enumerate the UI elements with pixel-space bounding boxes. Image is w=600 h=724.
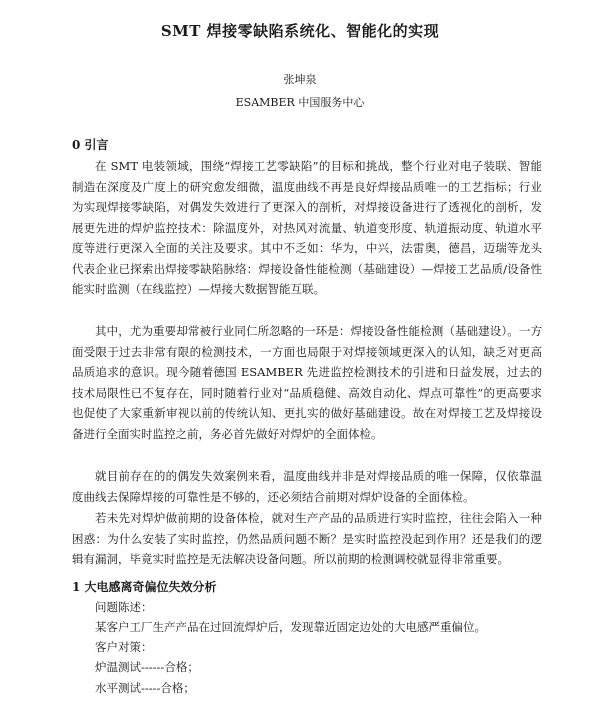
intro-paragraph-3: 就目前存在的的偶发失效案例来看，温度曲线并非是对焊接品质的唯一保障，仅依靠温度曲线去保障焊接的可靠性是不够的，还必须结合前期对焊炉设备的全面体检。 <box>72 469 542 504</box>
intro-paragraph-1: 在 SMT 电装领域，围绕“焊接工艺零缺陷”的目标和挑战，整个行业对电子装联、智能制造在深度及广度上的研究愈发细微，温度曲线不再是良好焊接品质唯一的工艺指标；行业为实现焊接零缺陷，对偶发失效进行了更深入的剖析，对焊接设备进行了透视化的剖析，发展更先进的焊炉监控技术：除温度外，对热风对流量、轨道变形度、轨道振动度、轨道水平度等进行更深入全面的关注及要求。其中不乏如：华为，中兴，法雷奥，德昌，迈瑞等龙头代表企业已探索出焊接零缺陷脉络：焊接设备性能检测（基础建设）—焊接工艺品质/设备性能实时监测（在线监控）—焊接大数据智能互联。 <box>72 159 542 296</box>
section-heading-intro: 0 引言 <box>72 138 109 152</box>
author-organization: ESAMBER 中国服务中心 <box>235 96 365 109</box>
document-title: SMT 焊接零缺陷系统化、智能化的实现 <box>160 22 440 40</box>
intro-paragraph-2: 其中，尤为重要却常被行业同仁所忽略的一环是：焊接设备性能检测（基础建设）。一方面受限于过去非常有限的检测技术，一方面也局限于对焊接领域更深入的认知，缺乏对更高品质追求的意识。现今随着德国 ESAMBER 先进监控检测技术的引进和日益发展，过去的技术局限性已不复存在，同时随着行业对“品质稳健、高效自动化、焊点可靠性”的更高要求也促使了大家重新审视以前的传统认知、更扎实的做好基础建设。故在对焊接工艺及焊接设备进行全面实时监控之前，务必首先做好对焊炉的全面体检。 <box>72 324 542 441</box>
problem-label: 问题陈述： <box>95 600 153 614</box>
measures-label: 客户对策： <box>95 640 153 654</box>
measure-item: 水平测试-----合格； <box>95 681 195 695</box>
measure-item: 炉温测试------合格； <box>95 660 199 674</box>
problem-text: 某客户工厂生产产品在过回流焊炉后，发现靠近固定边处的大电感严重偏位。 <box>95 620 486 634</box>
section-heading-1: 1 大电感离奇偏位失效分析 <box>72 580 217 594</box>
author-name: 张坤泉 <box>283 73 317 86</box>
intro-paragraph-4: 若未先对焊炉做前期的设备体检，就对生产产品的品质进行实时监控，往往会陷入一种困惑：为什么安装了实时监控，仍然品质问题不断？是实时监控没起到作用？还是我们的逻辑有漏洞，毕竟实时监控是无法解决设备问题。所以前期的检测调校就显得非常重要。 <box>72 511 542 566</box>
